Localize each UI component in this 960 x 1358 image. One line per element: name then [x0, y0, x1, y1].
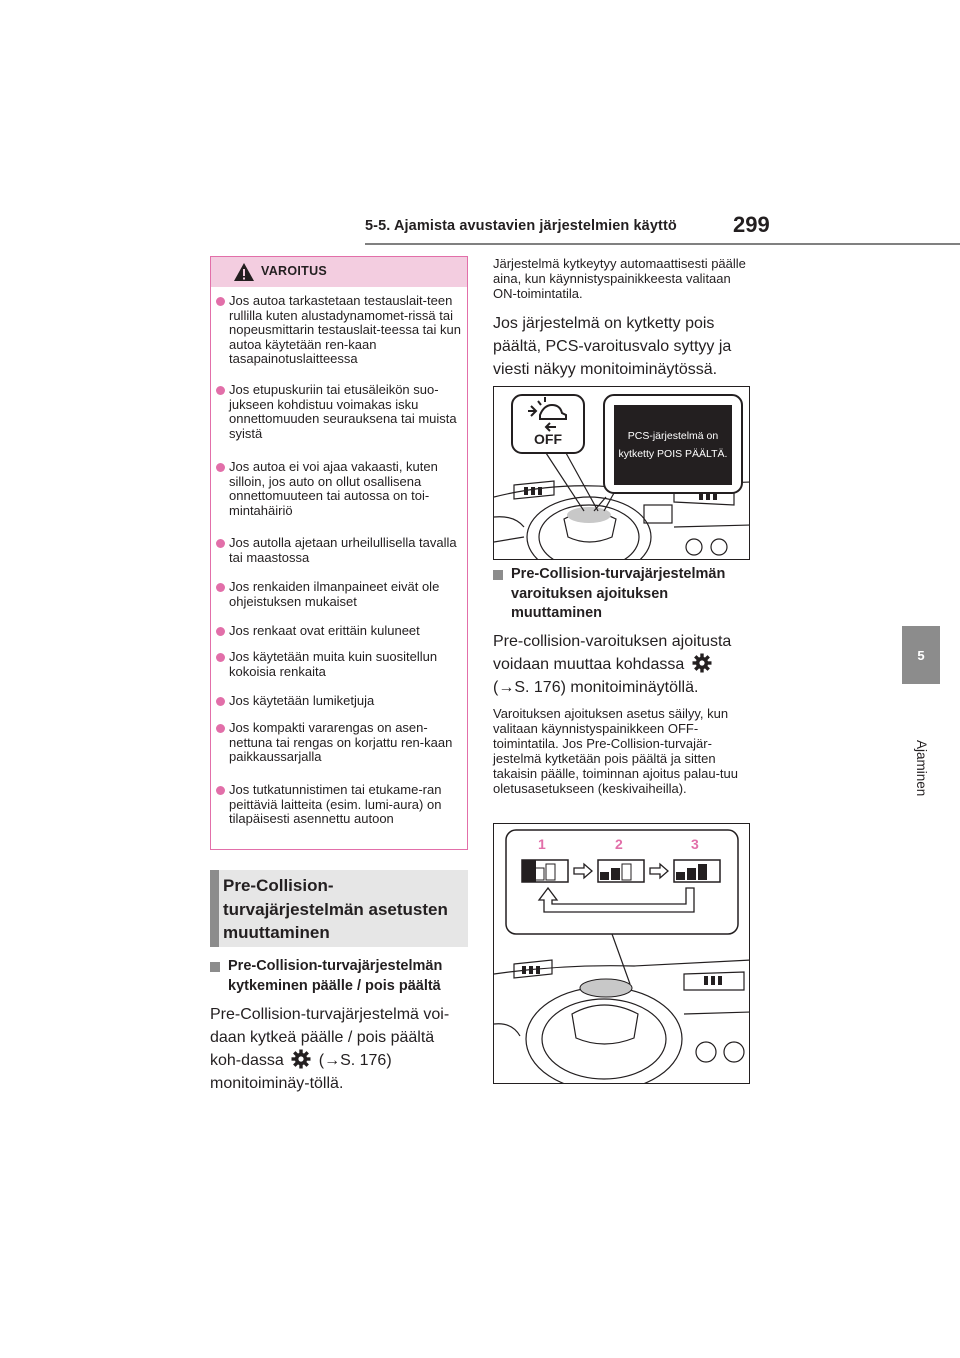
chapter-name: Ajaminen	[914, 740, 929, 797]
chapter-tab: 5	[902, 626, 940, 684]
section-heading-text: Pre-Collision-turvajärjestelmän asetusten muuttaminen	[223, 876, 448, 942]
timing-body: Pre-collision-varoituksen ajoitusta voidaan muuttaa kohdassa (→S. 176) monitoiminäytöllä.	[493, 633, 732, 696]
warning-triangle-icon	[233, 262, 255, 282]
timing-note: Varoituksen ajoituksen asetus säilyy, kun valitaan käynnistyspainikkeen OFF-toimintatila. Jos Pre-Collision-turvajär-jestelmä kytketään pois päältä ja sitten takaisin päälle, toiminnan ajoitus palau-tuu oletusasetukseen (keskivaiheilla).	[493, 706, 738, 796]
timing-illustration	[494, 824, 750, 1084]
intro-large: Jos järjestelmä on kytketty pois päältä, PCS-varoitusvalo syttyy ja viesti näkyy monitoiminäytössä.	[493, 315, 732, 378]
off-indicator-text: OFF	[534, 431, 562, 447]
dashboard-illustration	[494, 387, 750, 560]
timing-level-icons	[522, 860, 720, 882]
warning-title: VAROITUS	[261, 264, 328, 278]
figure-warning-timing	[493, 823, 750, 1084]
warning-item: Jos tutkatunnistimen tai etukame-ran peittäviä laitteita (esim. lumi-aura) on tilapäisesti asennettu autoon	[216, 783, 462, 827]
warning-item: Jos renkaat ovat erittäin kuluneet	[216, 624, 462, 639]
level-label-2: 2	[615, 836, 623, 852]
display-line-2: kytketty POIS PÄÄLTÄ.	[618, 448, 728, 460]
subheading-toggle: Pre-Collision-turvajärjestelmän kytkeminen päälle / pois päältä	[210, 957, 468, 996]
level-label-1: 1	[538, 836, 546, 852]
level-label-3: 3	[691, 836, 699, 852]
warning-item: Jos renkaiden ilmanpaineet eivät ole ohjeistuksen mukaiset	[216, 580, 462, 609]
section-title: 5-5. Ajamista avustavien järjestelmien käyttö	[365, 218, 677, 234]
warning-item: Jos autoa tarkastetaan testauslait-teen rullilla kuten alustadynamomet-rissä tai nopeusmittarin testauslait-teessa tai kun autoa käytetään ren-kaan tasapainotuslaitteessa	[216, 294, 462, 367]
gear-icon	[291, 1049, 311, 1069]
warning-header	[211, 257, 467, 287]
header-rule-right	[842, 243, 960, 245]
subheading-timing: Pre-Collision-turvajärjestelmän varoituksen ajoituksen muuttaminen	[493, 565, 751, 624]
figure-pcs-off	[493, 386, 750, 560]
warning-item: Jos kompakti vararengas on asen-nettuna tai rengas on korjattu ren-kaan paikkaussarjalla	[216, 721, 462, 765]
warning-item: Jos autolla ajetaan urheilullisella tavalla tai maastossa	[216, 536, 462, 565]
warning-item: Jos autoa ei voi ajaa vakaasti, kuten silloin, jos auto on ollut osallisena onnettomuuteen tai autossa on toi-mintahäiriö	[216, 460, 462, 518]
warning-item: Jos etupuskuriin tai etusäleikön suo-jukseen kohdistuu voimakas isku onnettomuuden seurauksena tai muista syistä	[216, 383, 462, 441]
toggle-body: Pre-Collision-turvajärjestelmä voi-daan kytkeä päälle / pois päältä koh-dassa (→S. 176) monitoiminäy-töllä.	[210, 1006, 450, 1092]
display-message	[614, 427, 732, 463]
section-heading	[210, 870, 468, 947]
gear-icon	[692, 653, 712, 673]
display-line-1: PCS-järjestelmä on	[627, 430, 719, 442]
warning-item: Jos käytetään lumiketjuja	[216, 694, 462, 709]
section-heading-bar	[210, 870, 219, 947]
warning-item: Jos käytetään muita kuin suositellun kokoisia renkaita	[216, 650, 462, 679]
intro-small: Järjestelmä kytkeytyy automaattisesti päälle aina, kun käynnistyspainikkeesta valitaan ON-toimintatila.	[493, 256, 746, 301]
page-number: 299	[733, 212, 770, 237]
header-rule	[365, 243, 842, 245]
chapter-label	[905, 740, 935, 820]
